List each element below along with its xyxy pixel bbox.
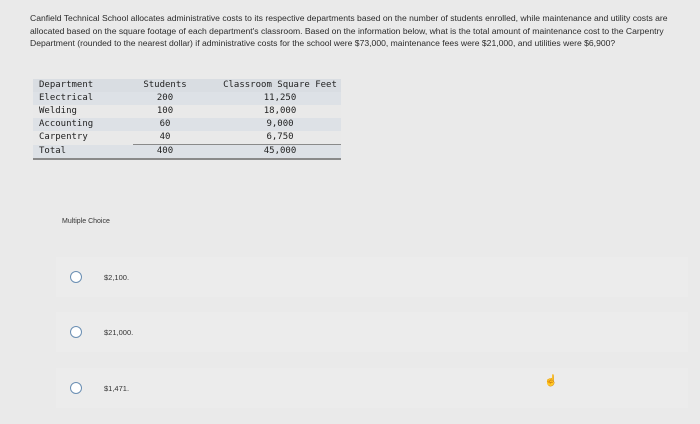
row-square-feet: 9,000 [219,118,341,131]
answer-option-2[interactable] [56,312,688,352]
table-row [33,131,341,145]
header-students: Students [133,79,197,92]
answer-option-text: $2,100. [104,272,130,282]
row-students: 100 [133,105,197,118]
table-total-row [33,145,341,160]
row-square-feet: 18,000 [219,105,341,118]
total-label: Total [33,145,133,160]
table-row [33,92,341,105]
row-students: 200 [133,92,197,105]
multiple-choice-label: Multiple Choice [62,218,110,225]
row-department: Welding [33,105,133,118]
row-department: Carpentry [33,131,133,145]
table-row [33,118,341,131]
total-students: 400 [133,145,197,160]
hand-pointer-icon: ☝ [544,375,558,387]
header-square-feet: Classroom Square Feet [219,79,341,92]
total-square-feet: 45,000 [219,145,341,160]
table-header-row [33,79,341,92]
row-students: 40 [133,131,197,145]
data-table [33,79,341,160]
header-department: Department [33,79,133,92]
row-students: 60 [133,118,197,131]
answer-option-text: $1,471. [104,383,130,393]
row-department: Accounting [33,118,133,131]
row-square-feet: 11,250 [219,92,341,105]
row-department: Electrical [33,92,133,105]
table-row [33,105,341,118]
radio-button[interactable] [70,382,82,394]
question-text: Canfield Technical School allocates administrative costs to its respective departments based on the number of students enrolled, while maintenance and utility costs are allocated based on the square footage of each department's classroom. Based on the information below, what is the total amount of maintenance cost to the Carpentry Department (rounded to the nearest dollar) if administrative costs for the school were $73,000, maintenance fees were $21,000, and utilities were $6,900? [30,13,668,49]
answer-option-1[interactable] [56,257,688,297]
radio-button[interactable] [70,271,82,283]
row-square-feet: 6,750 [219,131,341,145]
radio-button[interactable] [70,326,82,338]
answer-option-text: $21,000. [104,327,134,337]
answer-option-3[interactable] [56,368,688,408]
